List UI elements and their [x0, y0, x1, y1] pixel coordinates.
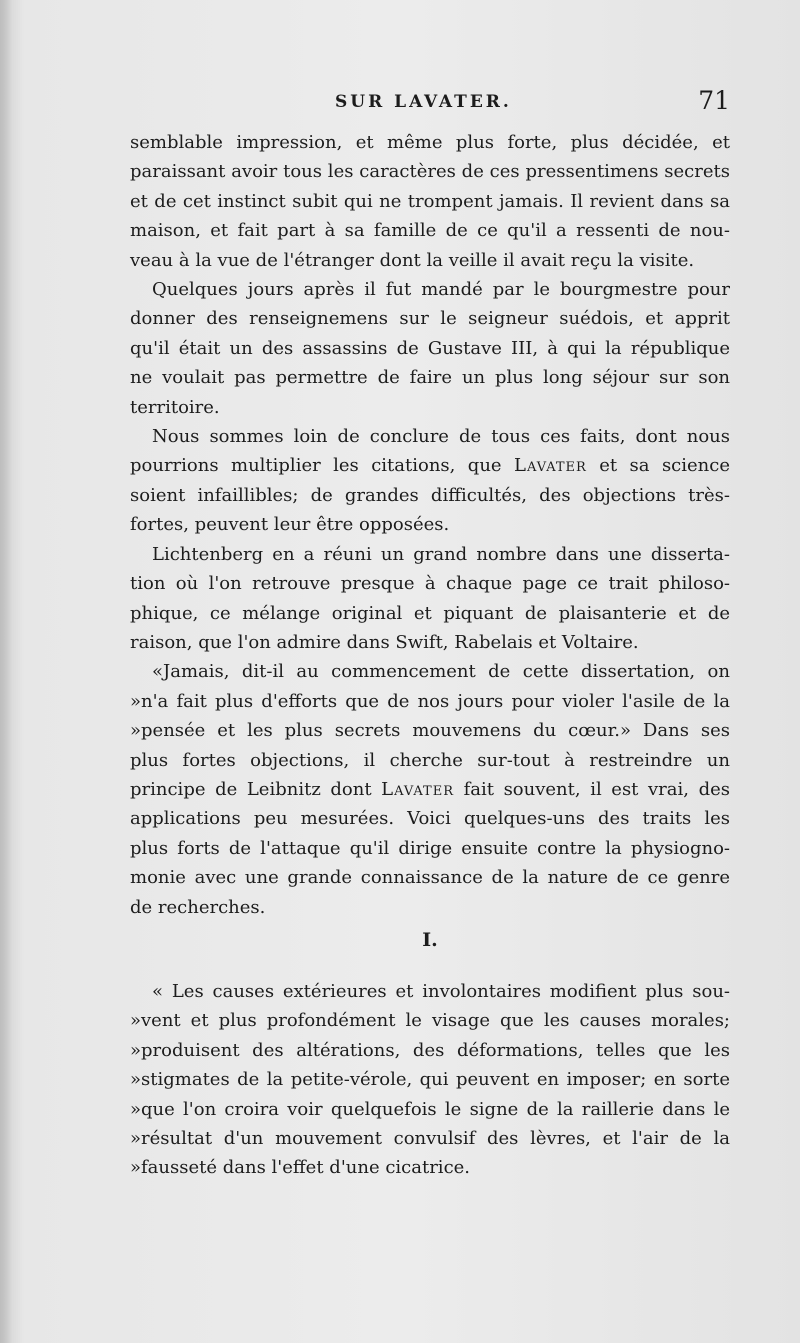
text-line: »pensée et les plus secrets mouvemens du cœur.» Dans ses — [130, 720, 730, 742]
section-heading: I. — [422, 928, 438, 951]
text-line: applications peu mesurées. Voici quelques-uns des traits les — [130, 808, 730, 830]
text-line: pourrions multiplier les citations, que Lavater et sa science — [130, 455, 730, 477]
text-line: »n'a fait plus d'efforts que de nos jours pour violer l'asile de la — [130, 690, 730, 712]
paragraph-4 — [130, 540, 730, 658]
text-line: semblable impression, et même plus forte, plus décidée, et — [130, 132, 730, 153]
text-line: raison, que l'on admire dans Swift, Rabelais et Voltaire. — [130, 631, 639, 653]
text-line: tion où l'on retrouve presque à chaque page ce trait philoso- — [130, 573, 730, 595]
text-line: qu'il était un des assassins de Gustave III, à qui la république — [130, 337, 730, 359]
text-line: »fausseté dans l'effet d'une cicatrice. — [130, 1157, 471, 1179]
text-line: monie avec une grande connaissance de la nature de ce genre — [130, 867, 730, 889]
text-block — [130, 88, 730, 1183]
running-head: SUR LAVATER. — [335, 92, 512, 112]
text-line: Lichtenberg en a réuni un grand nombre dans une disserta- — [152, 543, 730, 565]
author-name-smallcaps: Lavater — [381, 778, 454, 800]
text-line: ne voulait pas permettre de faire un plus long séjour sur son — [130, 367, 730, 389]
author-name-smallcaps: Lavater — [514, 455, 587, 477]
text-line: »produisent des altérations, des déformations, telles que les — [130, 1039, 730, 1061]
paragraph-5 — [130, 657, 730, 922]
text-line: principe de Leibnitz dont Lavater fait souvent, il est vrai, des — [130, 778, 730, 800]
text-line: plus forts de l'attaque qu'il dirige ensuite contre la physiogno- — [130, 837, 730, 859]
paragraph-1 — [130, 128, 730, 275]
text-line: plus fortes objections, il cherche sur-tout à restreindre un — [130, 749, 730, 771]
section-paragraph — [130, 977, 730, 1183]
page-header — [130, 88, 730, 128]
text-line: «Jamais, dit-il au commencement de cette dissertation, on — [152, 661, 730, 683]
text-line: de recherches. — [130, 896, 266, 918]
text-line: et de cet instinct subit qui ne trompent jamais. Il revient dans sa — [130, 190, 730, 212]
text-line: veau à la vue de l'étranger dont la veille il avait reçu la visite. — [130, 249, 695, 271]
text-line: »résultat d'un mouvement convulsif des lèvres, et l'air de la — [130, 1128, 730, 1149]
text-line: « Les causes extérieures et involontaires modifient plus sou- — [152, 980, 730, 1002]
text-line: Nous sommes loin de conclure de tous ces faits, dont nous — [152, 426, 730, 448]
text-line: donner des renseignemens sur le seigneur suédois, et apprit — [130, 308, 730, 330]
page-number: 71 — [698, 86, 730, 115]
text-line: soient infaillibles; de grandes difficultés, des objections très- — [130, 484, 730, 506]
paragraph-3 — [130, 422, 730, 540]
text-line: fortes, peuvent leur être opposées. — [130, 514, 450, 536]
text-line: maison, et fait part à sa famille de ce qu'il a ressenti de nou- — [130, 220, 730, 242]
text-line: »que l'on croira voir quelquefois le signe de la raillerie dans le — [130, 1098, 730, 1120]
text-line: territoire. — [130, 396, 220, 418]
paragraph-2 — [130, 275, 730, 422]
text-line: phique, ce mélange original et piquant de plaisanterie et de — [130, 602, 730, 624]
text-line: »vent et plus profondément le visage que les causes morales; — [130, 1010, 730, 1032]
text-line: paraissant avoir tous les caractères de ces pressentimens secrets — [130, 161, 730, 183]
text-line: »stigmates de la petite-vérole, qui peuvent en imposer; en sorte — [130, 1069, 730, 1091]
text-line: Quelques jours après il fut mandé par le bourgmestre pour — [152, 279, 730, 301]
